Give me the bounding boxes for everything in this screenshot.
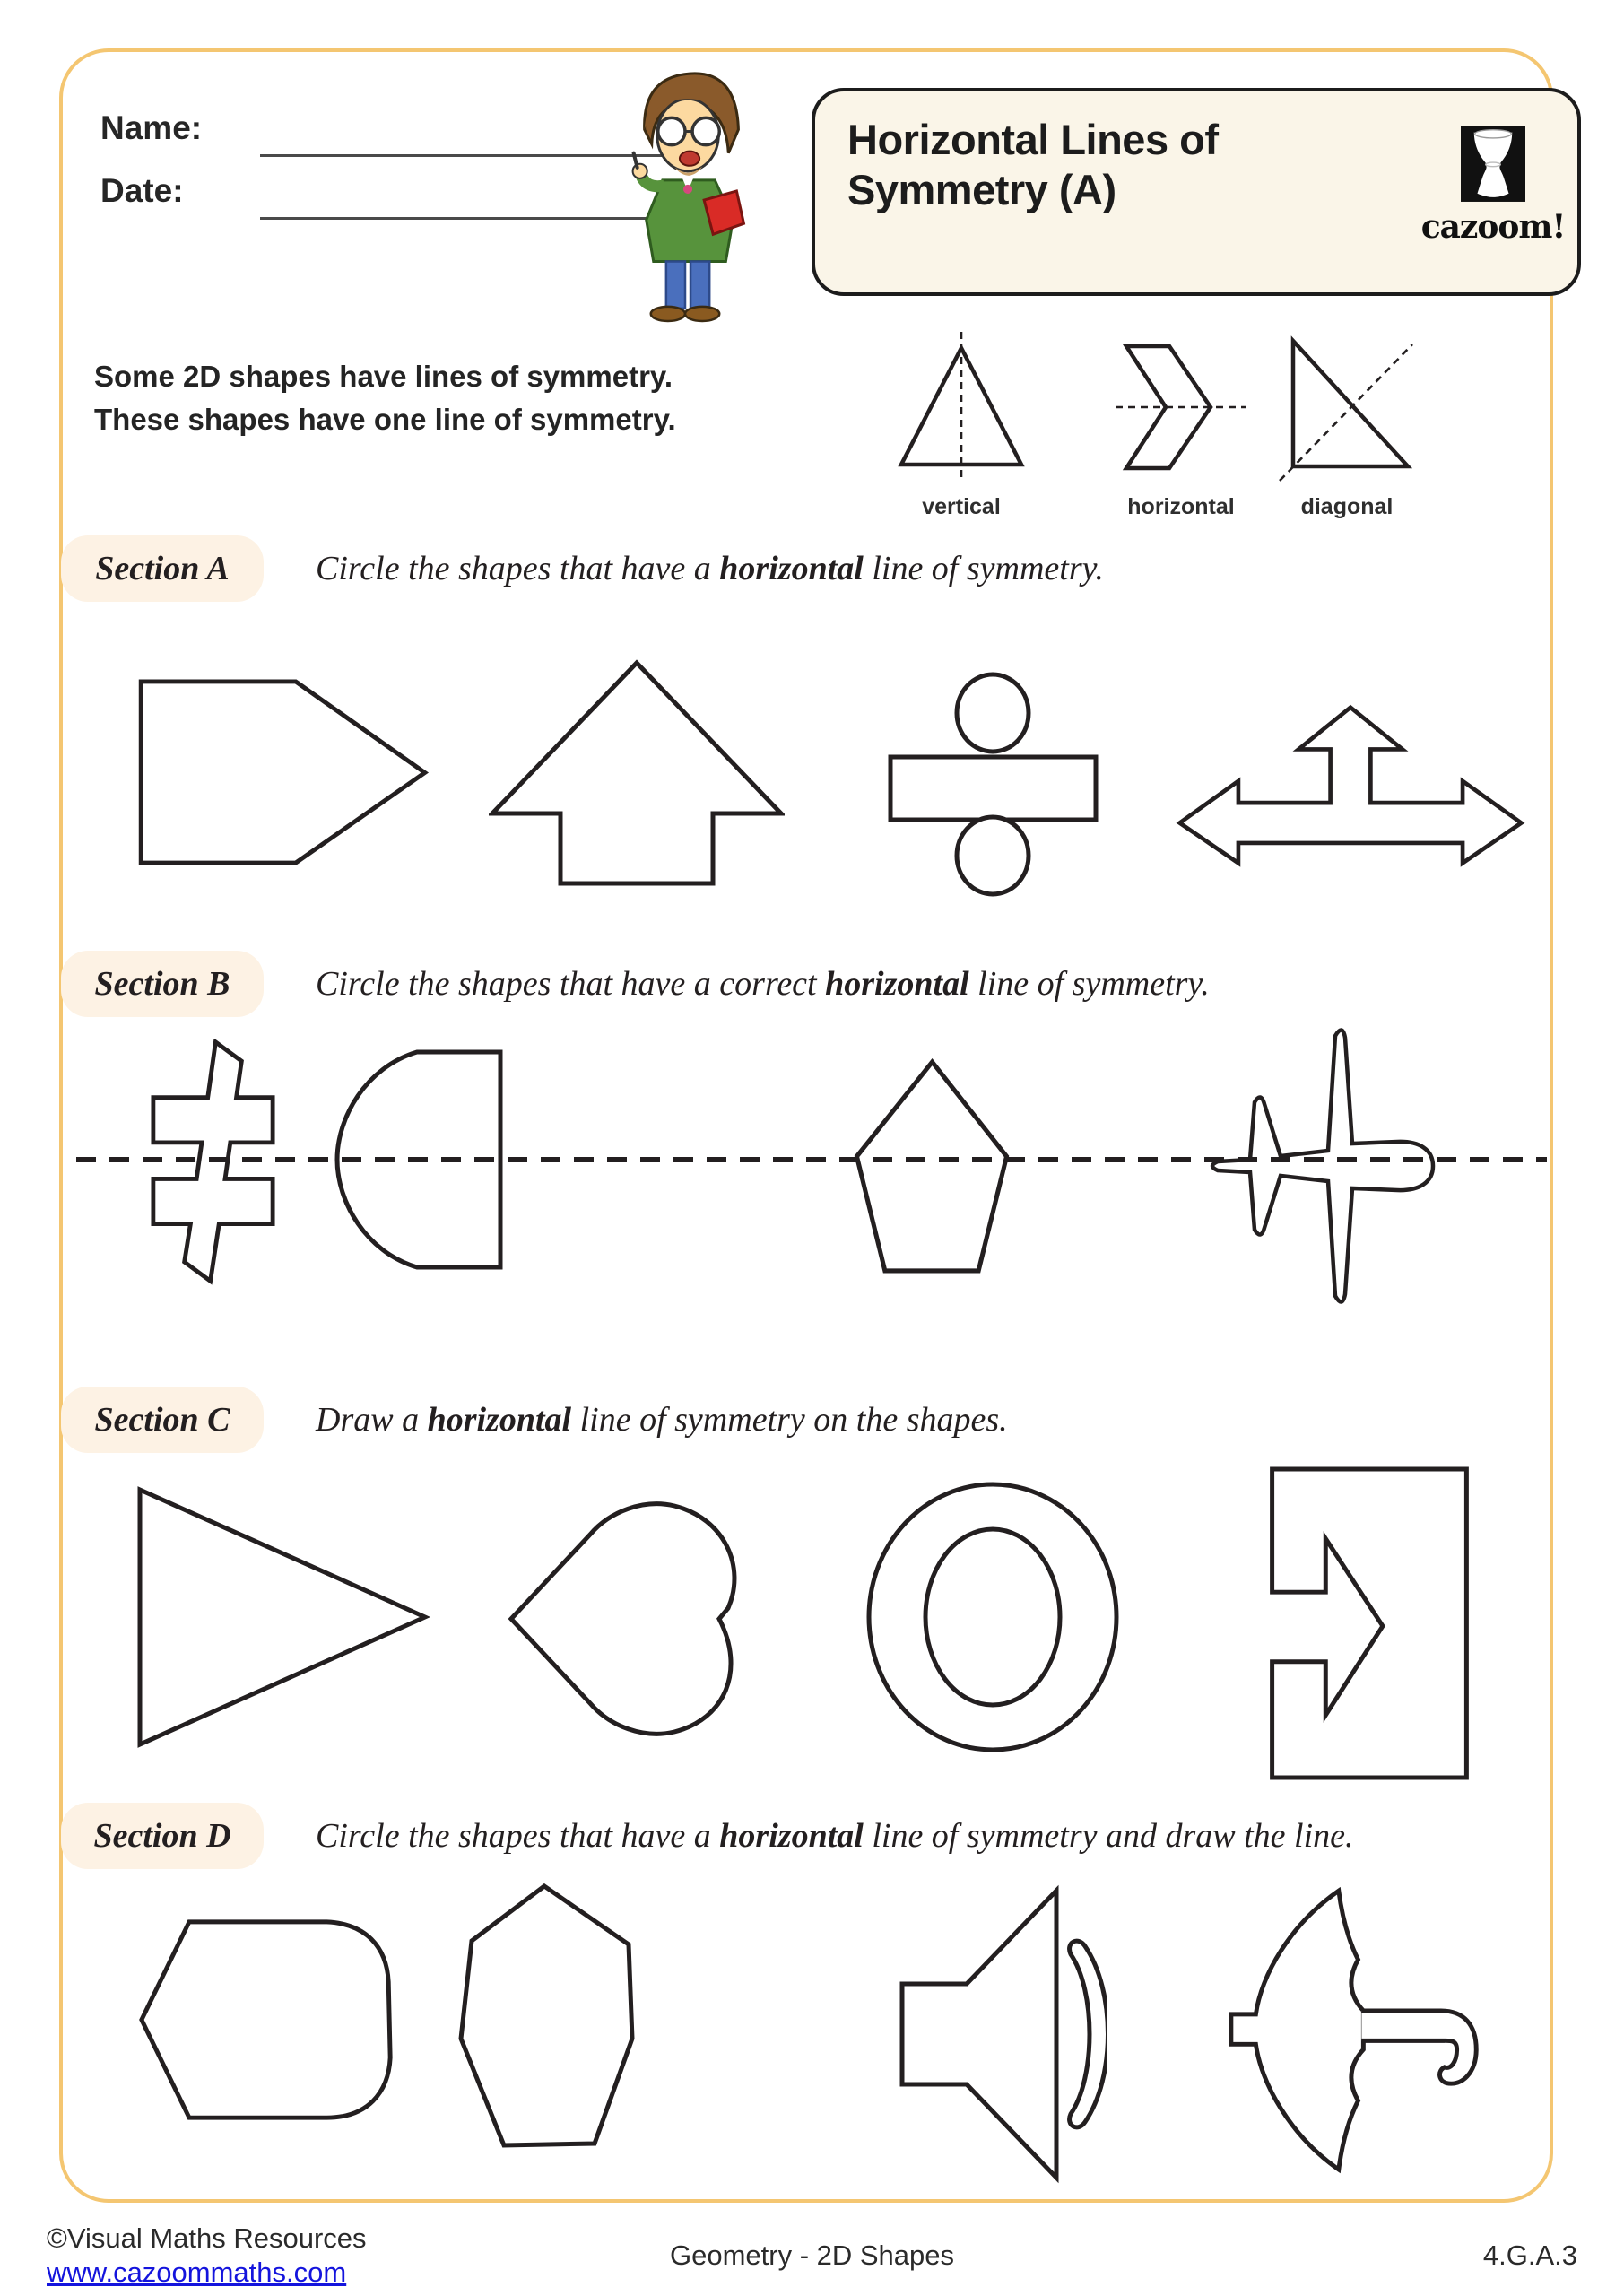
shape-airplane [1166,1018,1444,1314]
right-triangle-diagonal-symmetry-icon [1278,330,1417,484]
name-label: Name: [100,109,203,146]
section-d-instruction: Circle the shapes that have a horizontal line of symmetry and draw the line. [316,1817,1354,1855]
section-d-label: Section D [93,1817,231,1855]
section-c-label: Section C [94,1401,230,1439]
example-label: vertical [922,494,1001,519]
triangle-vertical-symmetry-icon [894,330,1029,484]
example-label: horizontal [1127,494,1235,519]
intro-text: Some 2D shapes have lines of symmetry. These shapes have one line of symmetry. [94,360,676,436]
cazoom-logo-text: cazoom! [1420,208,1566,246]
shape-pentagon [852,1057,1012,1274]
shape-ring [863,1478,1123,1756]
section-b-pill [61,951,264,1017]
footer-topic: Geometry - 2D Shapes [669,2239,955,2271]
horizontal-dashed-symmetry-line [76,1155,1547,1164]
shape-up-arrow [489,659,785,888]
website-link[interactable]: www.cazoommaths.com [47,2257,347,2288]
section-a-instruction: Circle the shapes that have a horizontal line of symmetry. [316,550,1104,587]
teacher-cartoon [599,63,771,325]
shape-umbrella-pointing-left [1224,1883,1489,2184]
shape-pentagon-arrow-right [135,677,430,867]
example-vertical [886,330,1037,520]
example-diagonal [1272,330,1422,520]
date-label: Date: [100,172,184,209]
shape-three-way-arrow [1175,704,1526,880]
shape-heptagon [453,1882,637,2151]
section-a-label: Section A [95,550,230,587]
example-horizontal [1110,330,1252,520]
chevron-horizontal-symmetry-icon [1114,330,1248,484]
worksheet-title: Horizontal Lines of Symmetry (A) [847,116,1219,214]
example-label: diagonal [1300,494,1394,519]
section-c-instruction: Draw a horizontal line of symmetry on the shapes. [316,1401,1008,1439]
date-write-line [260,217,655,220]
section-c-pill [61,1387,264,1453]
shape-rounded-hexagon [135,1915,399,2126]
shape-right-triangle [135,1484,430,1749]
section-b-label: Section B [94,965,230,1003]
section-d-pill [61,1803,264,1869]
shape-not-equal-sign [148,1039,278,1290]
shape-arrow-into-rectangle [1263,1464,1473,1785]
copyright-text: ©Visual Maths Resources [47,2222,367,2254]
shape-division-sign [883,671,1103,897]
section-a-pill [61,535,264,602]
shape-speaker [897,1883,1107,2184]
shape-heart-pointing-left [502,1484,762,1753]
standard-code: 4.G.A.3 [1482,2239,1577,2271]
cazoom-drum-icon [1461,126,1525,202]
section-b-instruction: Circle the shapes that have a correct horizontal line of symmetry. [316,965,1210,1003]
cazoom-logo [1417,126,1569,246]
